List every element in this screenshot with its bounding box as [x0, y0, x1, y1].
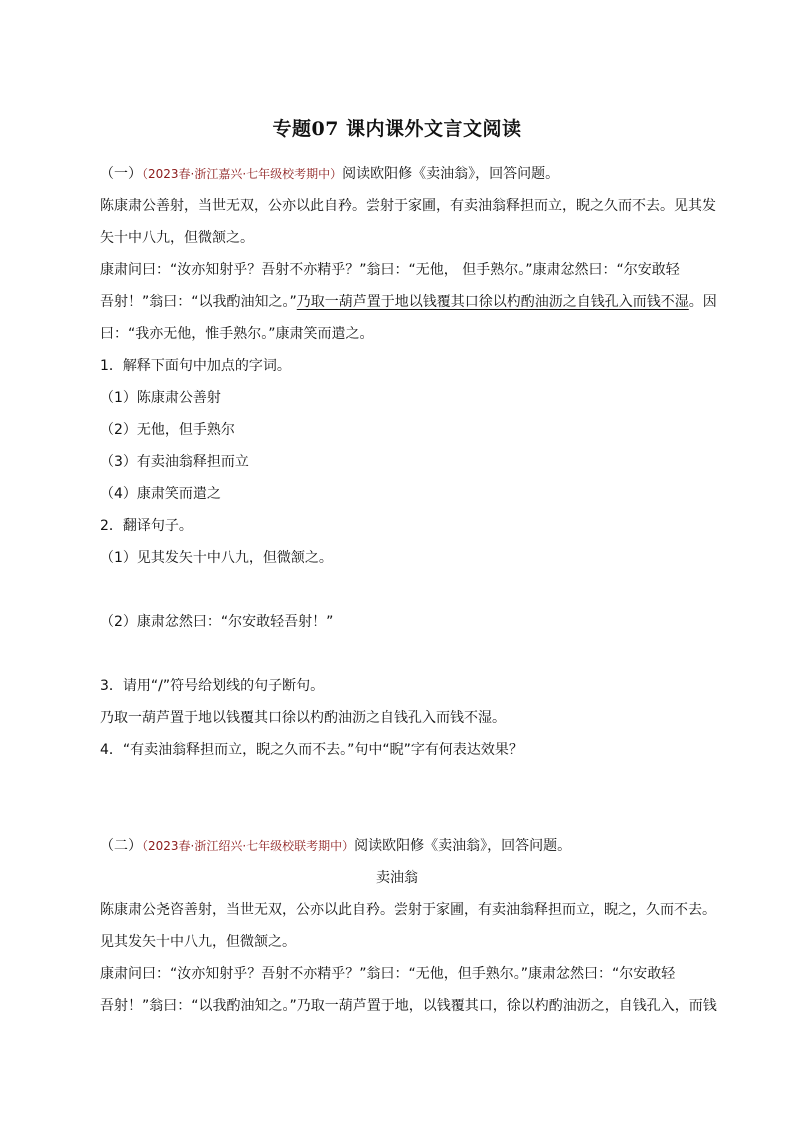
question-2: 2．翻译句子。 — [100, 518, 193, 534]
question-1-item: （3）有卖油翁释担而立 — [100, 454, 249, 470]
passage1-segment: 吾射！”翁曰：“以我酌油知之。” — [100, 294, 297, 310]
passage2-line: 吾射！”翁曰：“以我酌油知之。”乃取一葫芦置于地，以钱覆其口，徐以杓酌油沥之，自钱孔入，而钱 — [100, 998, 717, 1014]
section2-label: （二） — [100, 838, 142, 854]
underlined-sentence: 乃取一葫芦置于地以钱覆其口徐以杓酌油沥之自钱孔入而钱不湿 — [296, 294, 689, 310]
question-2-item: （2）康肃忿然曰：“尔安敢轻吾射！” — [100, 614, 334, 630]
section1-instruction: 阅读欧阳修《卖油翁》，回答问题。 — [342, 166, 560, 182]
section1-source: （2023春·浙江嘉兴·七年级校考期中） — [142, 167, 343, 181]
question-3-text: 乃取一葫芦置于地以钱覆其口徐以杓酌油沥之自钱孔入而钱不湿。 — [100, 710, 506, 726]
passage1-line: 康肃问曰：“汝亦知射乎？吾射不亦精乎？”翁曰：“无他， 但手熟尔。”康肃忿然曰：“尔安敢轻 — [100, 262, 680, 278]
section1-header — [100, 164, 710, 184]
section1-label: （一） — [100, 166, 142, 182]
passage2-line: 康肃问曰：“汝亦知射乎？吾射不亦精乎？”翁曰：“无他，但手熟尔。”康肃忿然曰：“尔安敢轻 — [100, 966, 676, 982]
passage2-line: 见其发矢十中八九，但微颔之。 — [100, 934, 296, 950]
section2-header — [100, 836, 710, 856]
question-3: 3．请用“/”符号给划线的句子断句。 — [100, 678, 325, 694]
question-1-item: （2）无他，但手熟尔 — [100, 422, 235, 438]
question-4: 4．“有卖油翁释担而立，睨之久而不去。”句中“睨”字有何表达效果？ — [100, 742, 523, 758]
question-1-item: （1）陈康肃公善射 — [100, 390, 221, 406]
question-2-item: （1）见其发矢十中八九，但微颔之。 — [100, 550, 333, 566]
question-1: 1．解释下面句中加点的字词。 — [100, 358, 291, 374]
question-1-item: （4）康肃笑而遣之 — [100, 486, 221, 502]
passage2-line: 陈康肃公尧咨善射，当世无双，公亦以此自矜。尝射于家圃，有卖油翁释担而立，睨之，久而不去。 — [100, 902, 716, 918]
section2-instruction: 阅读欧阳修《卖油翁》，回答问题。 — [354, 838, 572, 854]
passage1-line: 曰：“我亦无他，惟手熟尔。”康肃笑而遣之。 — [100, 326, 374, 342]
section2-source: （2023春·浙江绍兴·七年级校联考期中） — [142, 839, 355, 853]
passage1-segment: 。因 — [688, 294, 717, 310]
passage1-line: 矢十中八九，但微颔之。 — [100, 230, 254, 246]
page-title: 专题07 课内课外文言文阅读 — [272, 118, 522, 140]
passage1-line — [100, 292, 717, 312]
passage2-heading: 卖油翁 — [376, 870, 418, 886]
passage1-line: 陈康肃公善射，当世无双，公亦以此自矜。尝射于家圃，有卖油翁释担而立，睨之久而不去。见其发 — [100, 198, 716, 214]
